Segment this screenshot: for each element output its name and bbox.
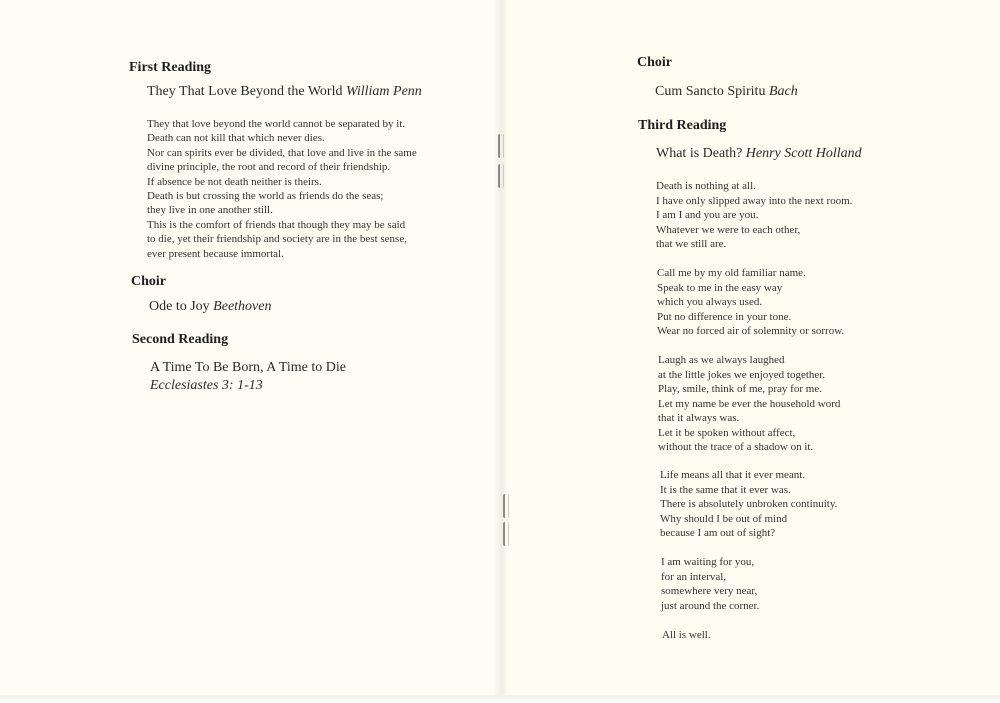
- poem-line: divine principle, the root and record of their friendship.: [147, 161, 391, 174]
- third-reading-author: Henry Scott Holland: [745, 146, 862, 161]
- poem-line: without the trace of a shadow on it.: [658, 441, 814, 453]
- stanza: [661, 555, 759, 613]
- first-reading-title-text: They That Love Beyond the World: [147, 84, 343, 99]
- staple-icon: [503, 494, 509, 518]
- poem-line: Wear no forced air of solemnity or sorrow.: [657, 325, 845, 337]
- choir-piece-title: Cum Sancto Spiritu: [655, 84, 766, 99]
- choir-piece-right: [655, 84, 798, 100]
- stanza: [658, 353, 840, 455]
- poem-line: which you always used.: [657, 296, 763, 308]
- poem-line: for an interval,: [661, 570, 727, 583]
- choir-piece-left: [149, 299, 271, 315]
- poem-line: Death can not kill that which never dies.: [147, 132, 325, 145]
- poem-line: just around the corner.: [661, 599, 760, 612]
- poem-line: All is well.: [662, 629, 711, 641]
- stanza: [660, 468, 837, 541]
- first-reading-heading: First Reading: [129, 60, 212, 75]
- choir-heading-right: Choir: [637, 55, 672, 70]
- page-bottom-edge: [0, 695, 1000, 703]
- poem-line: Play, smile, think of me, pray for me.: [658, 383, 822, 395]
- stanza: [662, 628, 711, 643]
- second-reading-title: A Time To Be Born, A Time to Die: [150, 360, 346, 375]
- poem-line: Life means all that it ever meant.: [660, 469, 806, 481]
- choir-composer: Beethoven: [213, 299, 272, 314]
- third-reading-heading: Third Reading: [638, 118, 727, 133]
- first-reading-author: William Penn: [345, 84, 422, 99]
- stanza: [656, 179, 852, 252]
- poem-line: There is absolutely unbroken continuity.: [660, 498, 838, 510]
- poem-line: If absence be not death neither is theirs.: [147, 175, 322, 188]
- poem-line: They that love beyond the world cannot be separated by it.: [147, 118, 406, 130]
- third-reading-title: [656, 146, 862, 162]
- left-page: [0, 0, 500, 695]
- poem-line: Nor can spirits ever be divided, that love and live in the same: [147, 146, 417, 159]
- poem-line: to die, yet their friendship and society are in the best sense,: [147, 233, 407, 246]
- choir-piece-title: Ode to Joy: [149, 299, 210, 314]
- choir-composer: Bach: [768, 84, 798, 99]
- poem-line: Call me by my old familiar name.: [657, 267, 806, 279]
- poem-line: because I am out of sight?: [660, 527, 776, 539]
- poem-line: It is the same that it ever was.: [660, 483, 791, 496]
- right-page: [500, 0, 1000, 695]
- first-reading-title: [147, 84, 422, 100]
- poem-line: that it always was.: [658, 412, 740, 424]
- choir-heading-left: Choir: [131, 274, 166, 289]
- staple-icon: [498, 134, 504, 158]
- poem-line: Death is nothing at all.: [656, 180, 756, 192]
- poem-line: Why should I be out of mind: [660, 512, 788, 525]
- second-reading-reference: Ecclesiastes 3: 1-13: [150, 378, 263, 393]
- first-reading-text: [147, 117, 417, 261]
- poem-line: at the little jokes we enjoyed together.: [658, 368, 826, 381]
- second-reading-heading: Second Reading: [132, 332, 229, 347]
- stanza: [657, 266, 844, 339]
- poem-line: they live in one another still.: [147, 204, 273, 217]
- poem-line: Laugh as we always laughed: [658, 354, 785, 366]
- poem-line: Let my name be ever the household word: [658, 397, 841, 410]
- poem-line: Whatever we were to each other,: [656, 223, 801, 236]
- poem-line: ever present because immortal.: [147, 247, 284, 260]
- poem-line: that we still are.: [656, 238, 727, 250]
- booklet-gutter: [494, 0, 508, 698]
- poem-line: I am I and you are you.: [656, 209, 759, 221]
- poem-line: Speak to me in the easy way: [657, 281, 783, 294]
- poem-line: somewhere very near,: [661, 585, 758, 597]
- staple-icon: [498, 164, 504, 188]
- poem-line: I am waiting for you,: [661, 556, 755, 568]
- poem-line: Let it be spoken without affect,: [658, 426, 796, 439]
- poem-line: I have only slipped away into the next room.: [656, 194, 853, 207]
- poem-line: This is the comfort of friends that though they may be said: [147, 218, 406, 231]
- poem-line: Death is but crossing the world as friends do the seas;: [147, 189, 384, 202]
- third-reading-title-text: What is Death?: [656, 146, 743, 161]
- staple-icon: [503, 522, 509, 546]
- poem-line: Put no difference in your tone.: [657, 310, 792, 323]
